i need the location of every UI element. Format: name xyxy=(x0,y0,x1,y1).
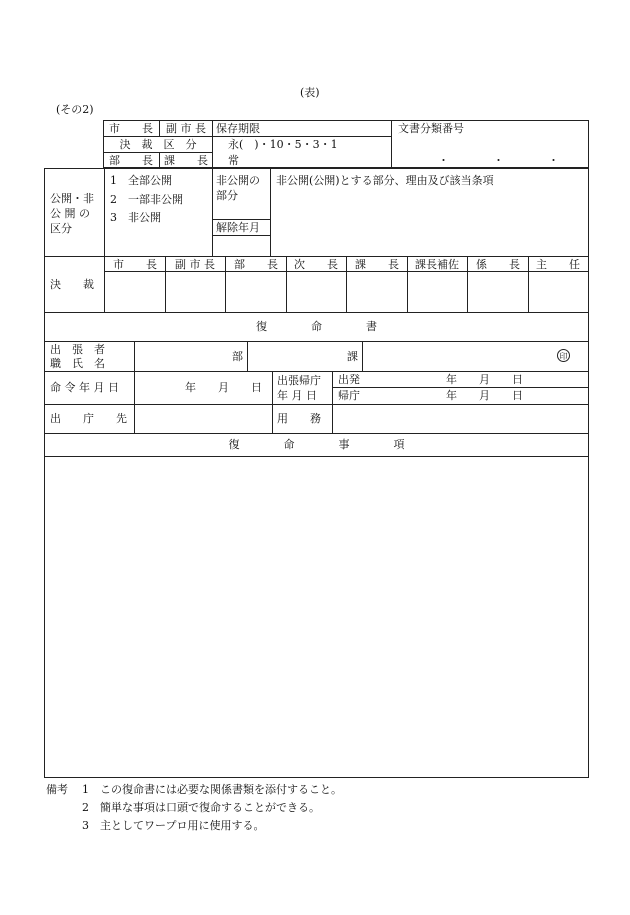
doc-class-label: 文書分類番号 xyxy=(398,122,464,135)
order-date-label: 命 令 年 月 日 xyxy=(50,381,119,394)
note-1: 1 この復命書には必要な関係書類を添付すること。 xyxy=(82,783,342,796)
disclosure-label-3: 区分 xyxy=(50,222,72,235)
report-title: 復 命 書 xyxy=(256,320,377,333)
decision-class-label: 決 裁 区 分 xyxy=(119,138,197,151)
nondisclosed-part-1: 非公開の xyxy=(216,174,260,187)
retention-permanent: 常 xyxy=(228,154,239,167)
disclosure-label-2: 公 開 の xyxy=(50,207,90,220)
mayor-label: 市 長 xyxy=(109,122,153,135)
option-none: 3 非公開 xyxy=(110,211,161,224)
nondisclosed-part-2: 部分 xyxy=(216,189,238,202)
trip-return-label-1: 出張帰庁 xyxy=(277,374,321,387)
items-title: 復 命 事 項 xyxy=(228,438,405,451)
option-partial: 2 一部非公開 xyxy=(110,193,183,206)
trip-return-label-2: 年 月 日 xyxy=(277,389,317,402)
approval-col-subsection-chief: 係 長 xyxy=(476,258,520,271)
section-chief-label: 課 長 xyxy=(164,154,208,167)
business-label: 用 務 xyxy=(277,412,321,425)
approval-col-vice-mayor: 副 市 長 xyxy=(175,258,215,271)
approval-col-section-chief: 課 長 xyxy=(355,258,399,271)
seal-mark: 印 xyxy=(557,349,570,362)
approval-col-director: 部 長 xyxy=(234,258,278,271)
vice-mayor-label: 副 市 長 xyxy=(166,122,206,135)
destination-label: 出 庁 先 xyxy=(50,412,127,425)
approval-col-mayor: 市 長 xyxy=(113,258,157,271)
report-items-area[interactable] xyxy=(45,457,588,777)
retention-label: 保存期限 xyxy=(216,122,260,135)
release-date-label: 解除年月 xyxy=(216,221,260,234)
notes-prefix: 備考 xyxy=(46,783,68,796)
reason-label: 非公開(公開)とする部分、理由及び該当条項 xyxy=(276,174,494,187)
approval-label: 決 裁 xyxy=(50,278,94,291)
approval-col-officer: 主 任 xyxy=(536,258,580,271)
return-ymd: 年 月 日 xyxy=(446,389,523,402)
order-date-ymd: 年 月 日 xyxy=(185,381,262,394)
dept-label: 部 xyxy=(232,350,243,363)
side-label: (表) xyxy=(300,86,320,99)
note-3: 3 主としてワープロ用に使用する。 xyxy=(82,819,265,832)
traveler-label-1: 出 張 者 xyxy=(50,343,105,356)
option-full: 1 全部公開 xyxy=(110,174,172,187)
disclosure-label-1: 公開・非 xyxy=(50,192,94,205)
depart-ymd: 年 月 日 xyxy=(446,373,523,386)
section-label: 課 xyxy=(347,350,358,363)
depart-label: 出発 xyxy=(338,373,360,386)
director-label: 部 長 xyxy=(109,154,153,167)
doc-class-number: ・ ・ ・ xyxy=(438,154,559,167)
traveler-label-2: 職 氏 名 xyxy=(50,357,105,370)
note-2: 2 簡単な事項は口頭で復命することができる。 xyxy=(82,801,320,814)
retention-values: 永( )・10・5・3・1 xyxy=(228,138,338,151)
approval-col-deputy-director: 次 長 xyxy=(294,258,338,271)
return-label: 帰庁 xyxy=(338,389,360,402)
approval-col-assistant-chief: 課長補佐 xyxy=(415,258,459,271)
form-number: (その2) xyxy=(56,103,94,116)
